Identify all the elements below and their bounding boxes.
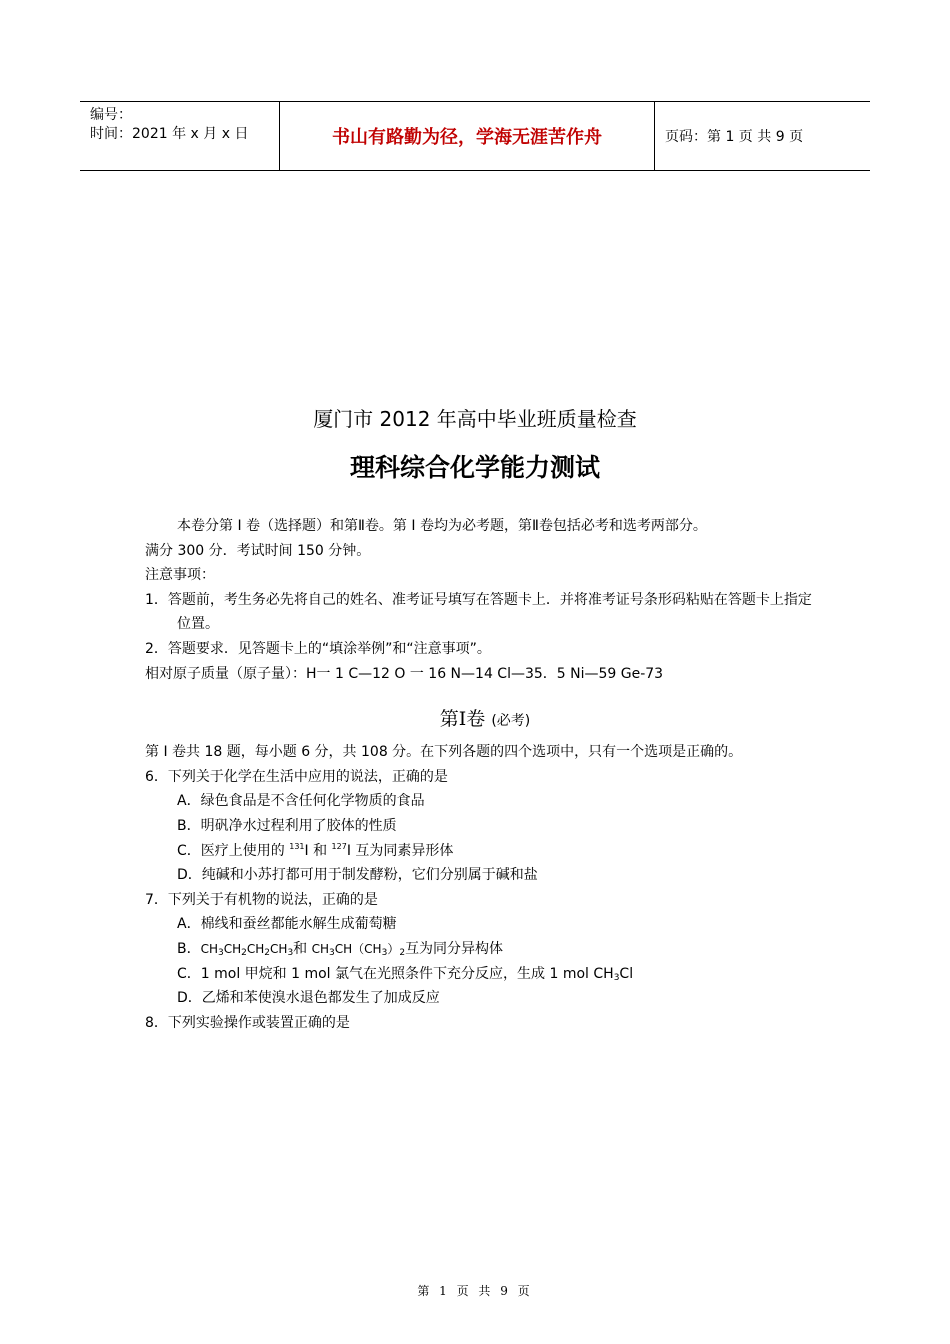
- question-8-stem: 8．下列实验操作或装置正确的是: [145, 1014, 350, 1031]
- question-7-option-a: A．棉线和蚕丝都能水解生成葡萄糖: [177, 916, 397, 933]
- question-6-option-b: B．明矾净水过程利用了胶体的性质: [177, 817, 397, 834]
- header-motto: 书山有路勤为径，学海无涯苦作舟: [280, 102, 655, 170]
- atomic-mass: 相对原子质量（原子量）：H一 1 C—12 O 一 16 N—14 Cl—35．5 Ni—59 Ge-73: [145, 665, 664, 682]
- intro-paragraph: 本卷分第 I 卷（选择题）和第Ⅱ卷。第 I 卷均为必考题，第Ⅱ卷包括必考和选考两部分。: [177, 518, 707, 534]
- question-6-stem: 6．下列关于化学在生活中应用的说法，正确的是: [145, 768, 448, 785]
- header-meta: [80, 102, 280, 170]
- section-tag: (必考): [491, 713, 531, 730]
- page-footer: 第 1 页 共 9 页: [417, 1284, 533, 1298]
- section-title: 第Ⅰ卷: [439, 708, 486, 731]
- time-label: 时间：2021 年 x 月 x 日: [90, 126, 249, 142]
- question-6-option-d: D．纯碱和小苏打都可用于制发酵粉，它们分别属于碱和盐: [177, 867, 538, 884]
- question-7-option-b: B．$CH_3CH_2CH_2CH_3$和 $CH_3CH(CH_3)_2$互为同分异构体: [177, 940, 504, 958]
- document-title: 厦门市 2012 年高中毕业班质量检查: [313, 407, 637, 431]
- question-6-option-a: A．绿色食品是不含任何化学物质的食品: [177, 793, 425, 810]
- question-7-stem: 7．下列关于有机物的说法，正确的是: [145, 891, 378, 908]
- header-page-label: 页码：第 1 页 共 9 页: [665, 129, 804, 145]
- note-2: 2．答题要求．见答题卡上的“填涂举例”和“注意事项”。: [145, 640, 491, 657]
- section-heading: [145, 704, 825, 736]
- question-7-option-d: D．乙烯和苯使溴水退色都发生了加成反应: [177, 990, 440, 1007]
- notes-title: 注意事项：: [145, 567, 215, 584]
- question-6-option-c: C．医疗上使用的 $^{131}$I 和 $^{127}$I 互为同素异形体: [177, 841, 454, 859]
- note-1: 1．答题前，考生务必先将自己的姓名、准考证号填写在答题卡上．并将准考证号条形码粘贴在答题卡上指定位置。: [145, 591, 812, 633]
- question-7-option-c: C．1 mol 甲烷和 1 mol 氯气在光照条件下充分反应，生成 1 mol $CH_3Cl$: [177, 965, 634, 983]
- section-description: 第 I 卷共 18 题，每小题 6 分，共 108 分。在下列各题的四个选项中，只有一个选项是正确的。: [145, 744, 743, 761]
- document-body: [145, 514, 825, 1035]
- intro-score: 满分 300 分．考试时间 150 分钟。: [145, 542, 371, 559]
- code-label: 编号：: [90, 107, 132, 123]
- document-subtitle: 理科综合化学能力测试: [349, 453, 600, 482]
- document-header: [80, 101, 870, 171]
